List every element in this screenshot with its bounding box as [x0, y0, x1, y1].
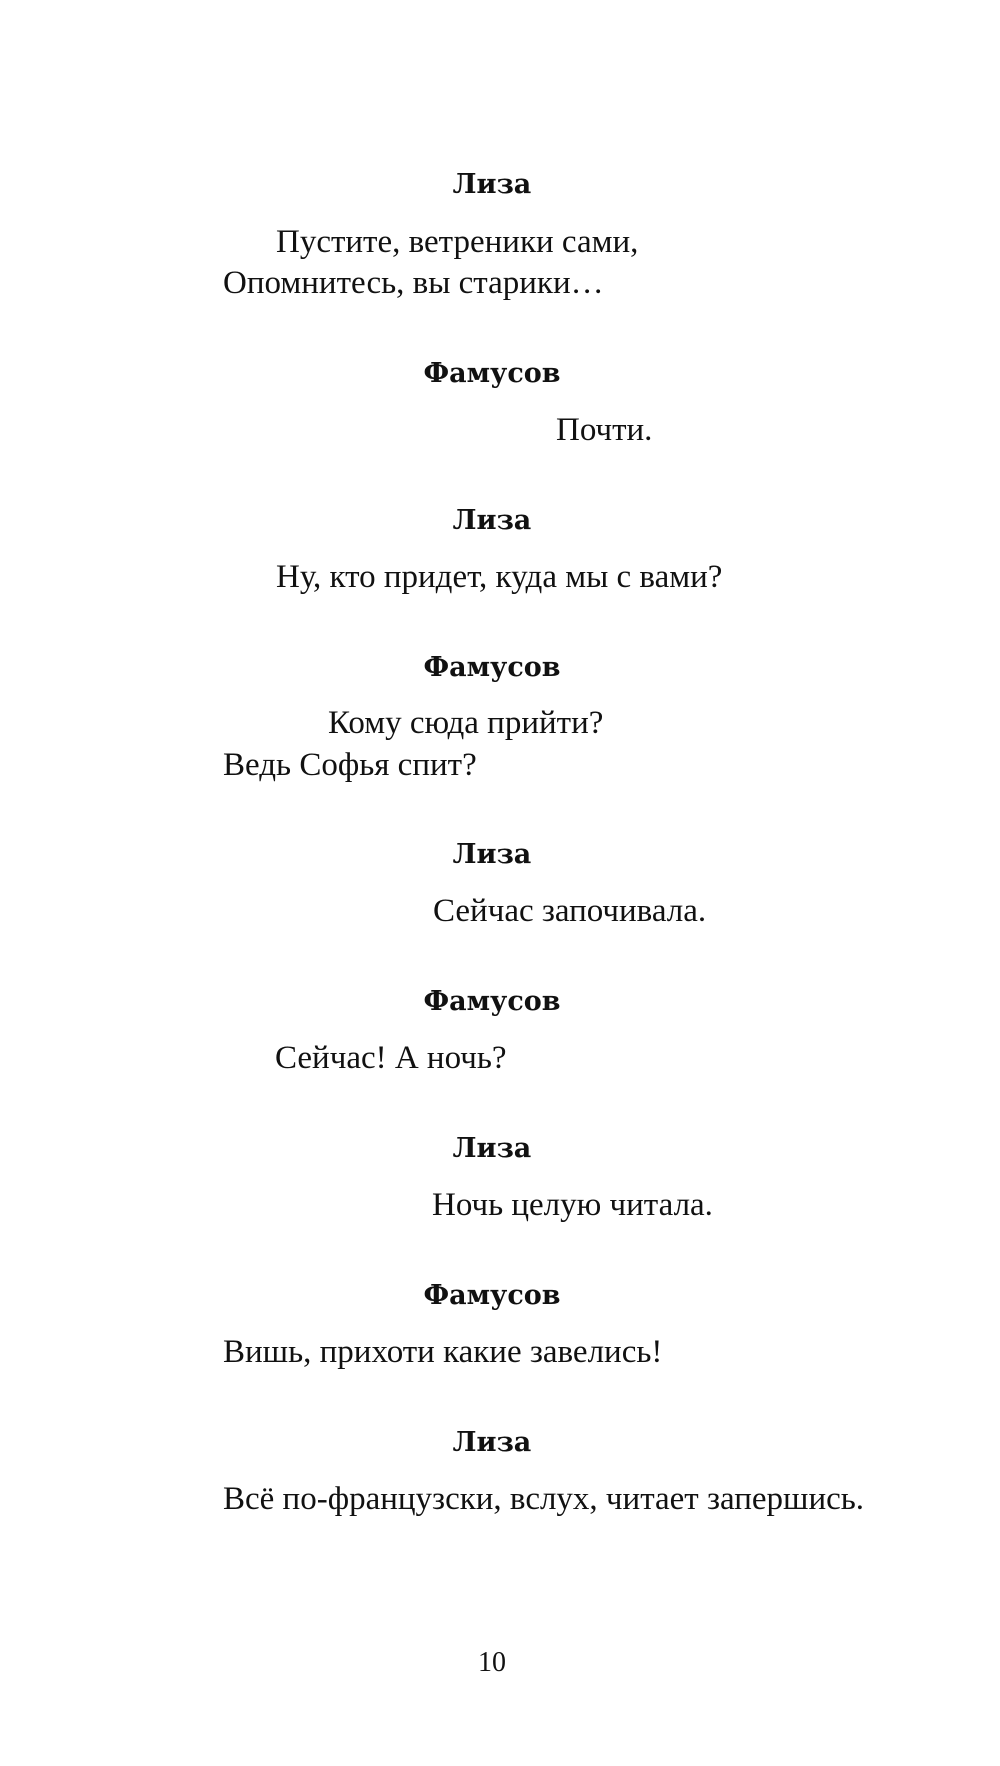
speaker-name: Лиза	[452, 839, 532, 870]
dialogue-line: Пустите, ветреники сами,	[276, 224, 639, 260]
speaker-name: Фамусов	[423, 1280, 561, 1311]
speaker-name: Фамусов	[423, 986, 561, 1017]
dialogue-line: Всё по-французски, вслух, читает запершись.	[223, 1481, 865, 1517]
dialogue-line: Ну, кто придет, куда мы с вами?	[276, 559, 723, 595]
page-number: 10	[478, 1647, 506, 1678]
dialogue-line: Почти.	[556, 412, 653, 448]
speaker-name: Фамусов	[423, 652, 561, 683]
dialogue-line: Сейчас започивала.	[433, 893, 707, 929]
speaker-name: Лиза	[452, 169, 532, 200]
speaker-name: Фамусов	[423, 358, 561, 389]
dialogue-line: Ночь целую читала.	[432, 1187, 713, 1223]
speaker-name: Лиза	[452, 505, 532, 536]
dialogue-line: Опомнитесь, вы старики…	[223, 265, 604, 301]
speaker-name: Лиза	[452, 1133, 532, 1164]
dialogue-line: Кому сюда прийти?	[328, 705, 604, 741]
dialogue-line: Вишь, прихоти какие завелись!	[223, 1334, 663, 1370]
dialogue-line: Ведь Софья спит?	[223, 747, 477, 783]
speaker-name: Лиза	[452, 1427, 532, 1458]
dialogue-line: Сейчас! А ночь?	[275, 1040, 507, 1076]
